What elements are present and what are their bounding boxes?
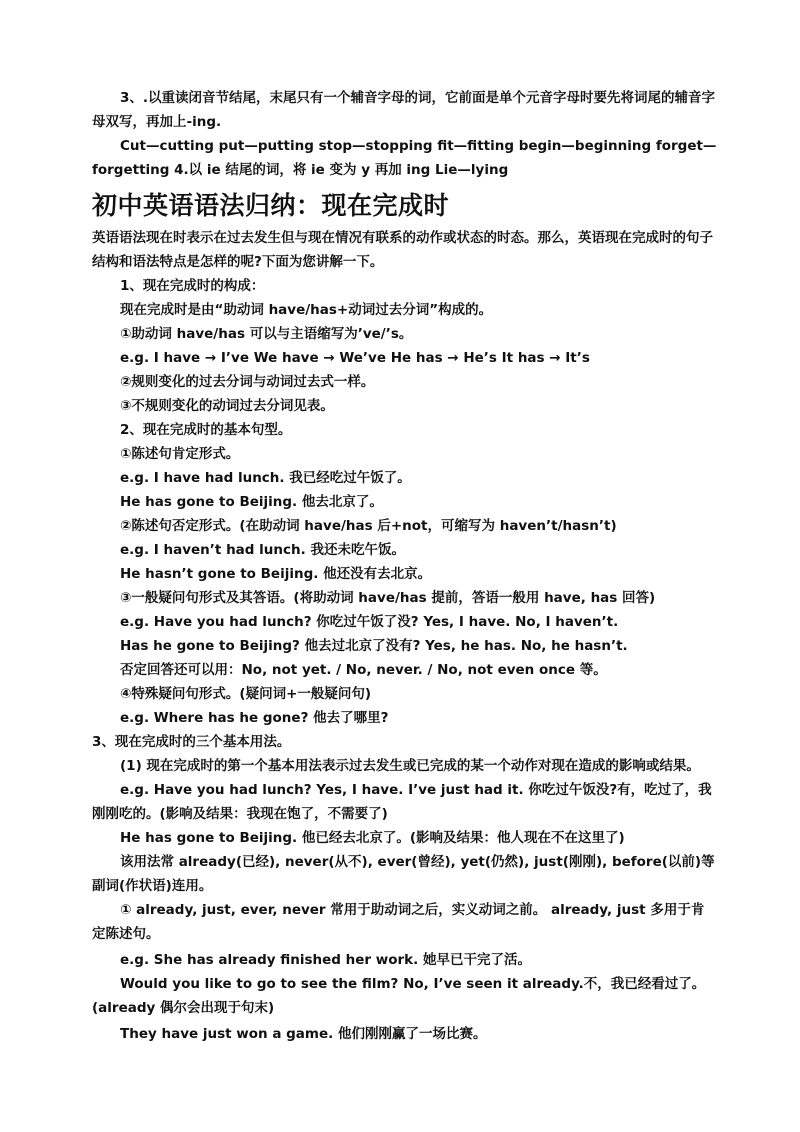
text-line: ②陈述句否定形式。(在助动词 have/has 后+not，可缩写为 haven’t/hasn’t) [120,518,617,534]
text-line: e.g. I haven’t had lunch. 我还未吃午饭。 [120,542,405,558]
text-line: 1、现在完成时的构成： [120,278,265,294]
text-line: ①助动词 have/has 可以与主语缩写为’ve/’s。 [120,326,413,342]
text-line: ③不规则变化的动词过去分词见表。 [120,398,334,414]
text-line: e.g. Have you had lunch? 你吃过午饭了没? Yes, I have. No, I haven’t. [120,614,619,630]
section-heading: 3、现在完成时的三个基本用法。 [92,734,291,750]
text-line: He has gone to Beijing. 他已经去北京了。(影响及结果：他人现在不在这里了) [120,830,625,846]
text-line: Has he gone to Beijing? 他去过北京了没有? Yes, he has. No, he hasn’t. [120,638,628,654]
intro-paragraph: 英语语法现在时表示在过去发生但与现在情况有联系的动作或状态的时态。那么，英语现在完成时的句子结构和语法特点是怎样的呢?下面为您讲解一下。 [92,230,713,270]
position-paragraph: ① already, just, ever, never 常用于助动词之后，实义动词之前。 already, just 多用于肯定陈述句。 [92,902,705,942]
text-line: e.g. Where has he gone? 他去了哪里? [120,710,389,726]
text-line: 否定回答还可以用：No, not yet. / No, never. / No, not even once 等。 [120,662,607,678]
text-line: ④特殊疑问句形式。(疑问词+一般疑问句) [120,686,372,702]
text-line: ①陈述句肯定形式。 [120,446,240,462]
adverbs-paragraph: 该用法常 already(已经), never(从不), ever(曾经), yet(仍然), just(刚刚), before(以前)等副词(作状语)连用。 [92,854,715,894]
text-line: ③一般疑问句形式及其答语。(将助动词 have/has 提前，答语一般用 have, has 回答) [120,590,656,606]
text-line: 现在完成时是由“助动词 have/has+动词过去分词”构成的。 [120,302,493,318]
text-line: They have just won a game. 他们刚刚赢了一场比赛。 [120,1026,487,1042]
text-line: e.g. I have had lunch. 我已经吃过午饭了。 [120,470,411,486]
rule-3-paragraph: 3、.以重读闭音节结尾，末尾只有一个辅音字母的词，它前面是单个元音字母时要先将词尾的辅音字母双写，再加上-ing. [92,90,716,130]
example-paragraph: e.g. Have you had lunch? Yes, I have. I’ve just had it. 你吃过午饭没?有，吃过了，我刚刚吃的。(影响及结果：我现在饱了，不需要了) [92,782,712,822]
examples-paragraph: Cut—cutting put—putting stop—stopping fit—fitting begin—beginning forget—forgetting 4.以 ie 结尾的词，将 ie 变为 y 再加 ing Lie—lying [92,138,717,178]
text-line: 2、现在完成时的基本句型。 [120,422,292,438]
text-line: e.g. She has already finished her work. 她早已干完了活。 [120,952,531,968]
text-line: (1) 现在完成时的第一个基本用法表示过去发生或已完成的某一个动作对现在造成的影响或结果。 [120,758,700,774]
page-title: 初中英语语法归纳：现在完成时 [92,191,450,220]
text-line: e.g. I have → I’ve We have → We’ve He has → He’s It has → It’s [120,350,590,366]
text-line: ②规则变化的过去分词与动词过去式一样。 [120,374,375,390]
text-line: He has gone to Beijing. 他去北京了。 [120,494,383,510]
film-paragraph: Would you like to go to see the film? No, I’ve seen it already.不，我已经看过了。(already 偶尔会出现于句末) [92,976,706,1016]
text-line: He hasn’t gone to Beijing. 他还没有去北京。 [120,566,432,582]
